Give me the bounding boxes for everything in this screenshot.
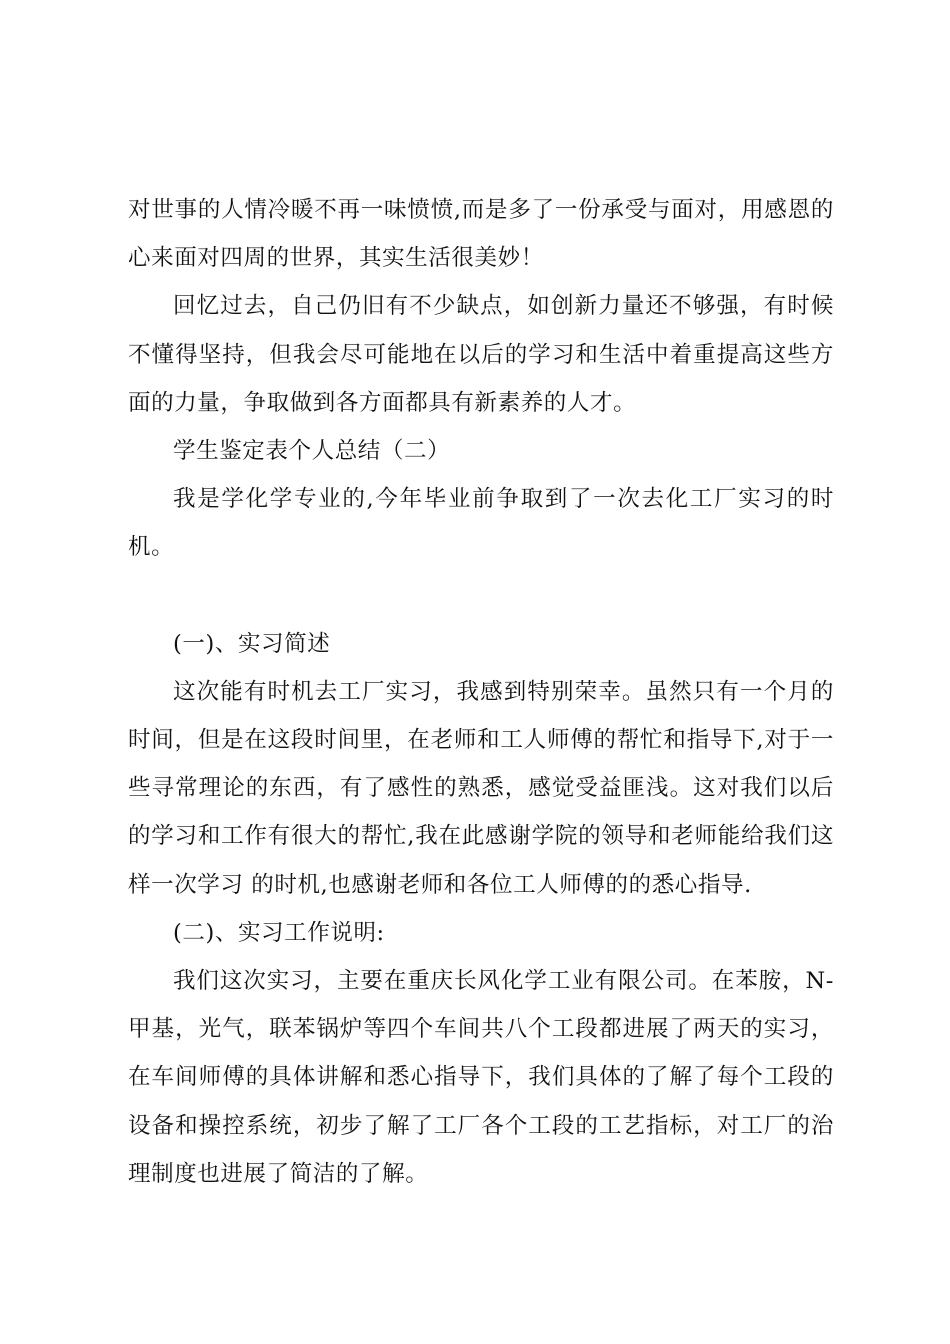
paragraph-gratitude: 对世事的人情冷暖不再一味愤愤,而是多了一份承受与面对，用感恩的心来面对四周的世界，其实生活很美妙！	[128, 197, 834, 272]
paragraph-work-description: 我们这次实习，主要在重庆长风化学工业有限公司。在苯胺，N-甲基，光气，联苯锅炉等四个车间共八个工段都进展了两天的实习，在车间师傅的具体讲解和悉心指导下，我们具体的了解了每个工段的设备和操控系统，初步了解了工厂各个工段的工艺指标，对工厂的治理制度也进展了简洁的了解。	[128, 968, 834, 1187]
subheading-work-description: (二)、实习工作说明:	[173, 919, 385, 946]
paragraph-internship-overview: 这次能有时机去工厂实习，我感到特别荣幸。虽然只有一个月的时间，但是在这段时间里，在老师和工人师傅的帮忙和指导下,对于一些寻常理论的东西，有了感性的熟悉，感觉受益匪浅。这对我们以后的学习和工作有很大的帮忙,我在此感谢学院的领导和老师能给我们这样一次学习 的时机,也感谢老师和各位工人师傅的的悉心指导.	[128, 678, 834, 898]
subheading-internship-overview: (一)、实习简述	[173, 630, 331, 657]
section-heading-summary-two: 学生鉴定表个人总结（二）	[173, 438, 451, 465]
paragraph-intro: 我是学化学专业的,今年毕业前争取到了一次去化工厂实习的时机。	[128, 486, 834, 561]
paragraph-self-review: 回忆过去，自己仍旧有不少缺点，如创新力量还不够强，有时候不懂得坚持，但我会尽可能地在以后的学习和生活中着重提高这些方面的力量，争取做到各方面都具有新素养的人才。	[128, 293, 834, 416]
document-body	[128, 186, 834, 1198]
